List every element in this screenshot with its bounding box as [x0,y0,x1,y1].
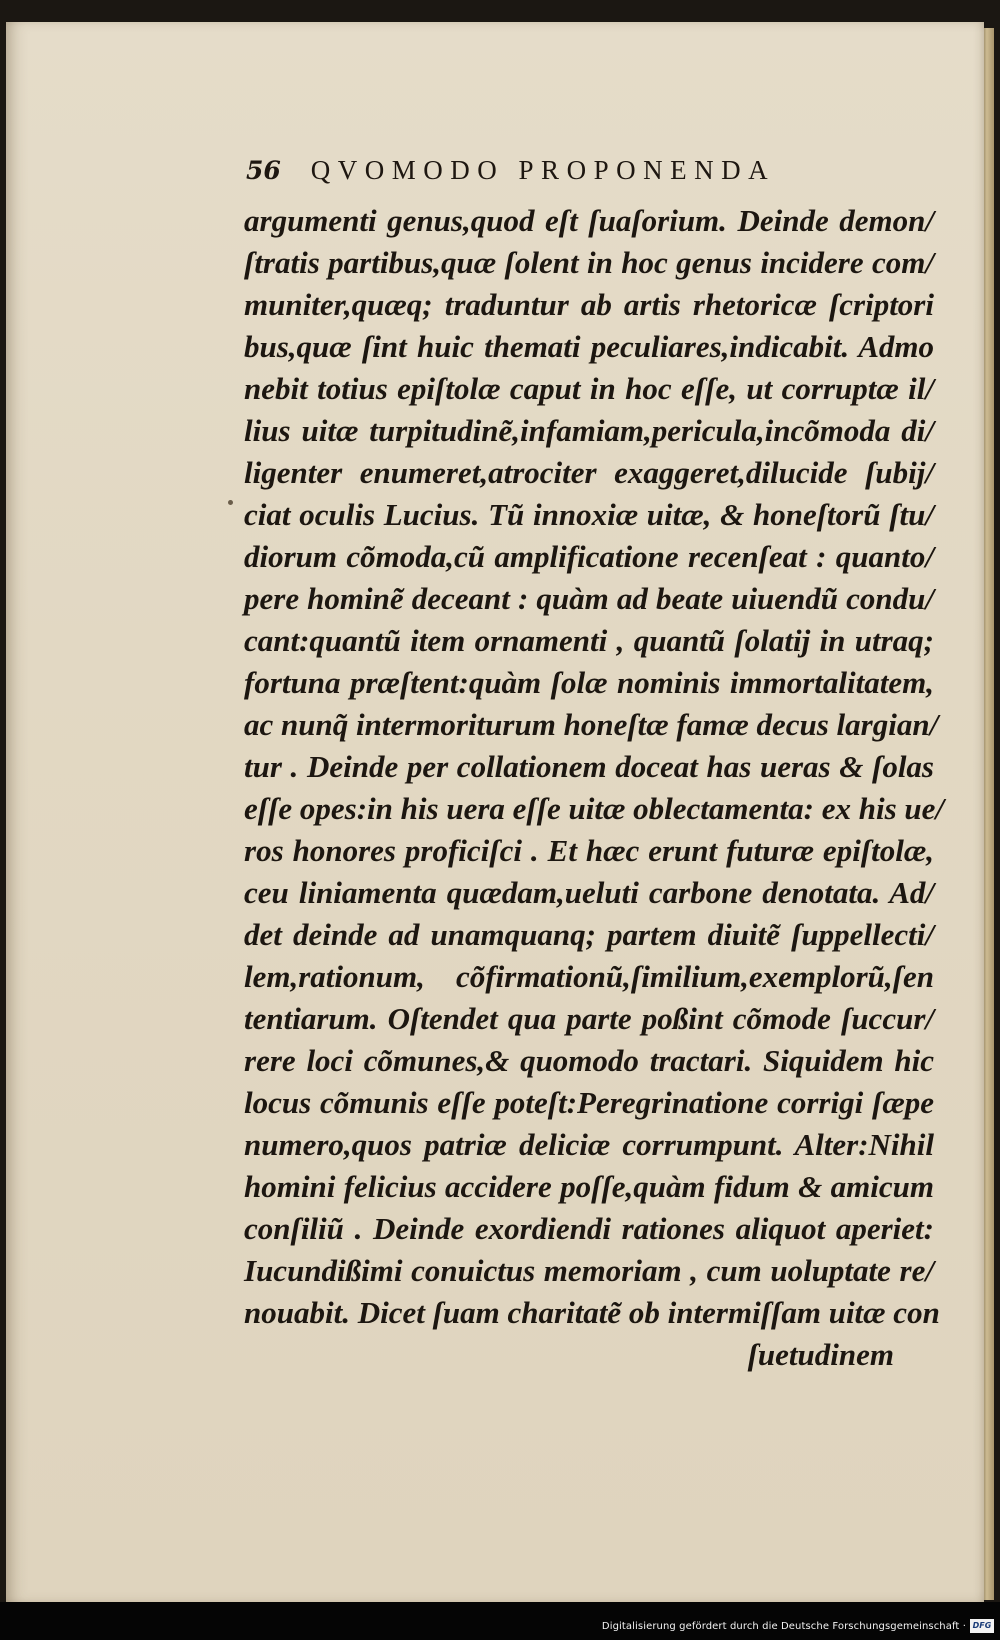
text-line: ſtratis partibus,quæ ſolent in hoc genus incidere com/ [244,245,934,280]
text-line: ciat oculis Lucius. Tũ innoxiæ uitæ, & honeſtorũ ſtu/ [244,497,934,532]
text-line: ceu liniamenta quædam,ueluti carbone denotata. Ad/ [244,875,934,910]
text-line: bus,quæ ſint huic themati peculiares,indicabit. Admo [244,329,934,364]
text-line: conſiliũ . Deinde exordiendi rationes aliquot aperiet: [244,1211,934,1246]
funding-notice: Digitalisierung gefördert durch die Deutsche Forschungsgemeinschaft · [601,1621,966,1632]
text-line: lius uitæ turpitudinẽ,infamiam,pericula,incõmoda di/ [244,413,934,448]
text-line: muniter,quæq; traduntur ab artis rhetoricæ ſcriptori [244,287,934,322]
text-block [244,200,944,1376]
running-title: QVOMODO PROPONENDA [310,155,776,185]
text-line: diorum cõmoda,cũ amplificatione recenſeat : quanto/ [244,539,934,574]
text-line: ac nunq̃ intermoriturum honeſtæ famæ decus largian/ [244,707,939,742]
page-speck [228,500,233,505]
text-line: argumenti genus,quod eſt ſuaſorium. Deinde demon/ [244,203,934,238]
text-line: fortuna præſtent:quàm ſolæ nominis immortalitatem, [244,665,934,700]
text-line: numero,quos patriæ deliciæ corrumpunt. Alter:Nihil [244,1127,934,1162]
running-head [246,155,775,195]
text-line: ligenter enumeret,atrociter exaggeret,dilucide ſubij/ [244,455,934,490]
text-line: cant:quantũ item ornamenti , quantũ ſolatij in utraq; [244,623,934,658]
dfg-logo: DFG [970,1619,994,1633]
text-line: nebit totius epiſtolæ caput in hoc eſſe, ut corruptæ il/ [244,371,934,406]
text-line: nouabit. Dicet ſuam charitatẽ ob intermiſſam uitæ con [244,1295,940,1330]
text-line: det deinde ad unamquanq; partem diuitẽ ſuppellecti/ [244,917,934,952]
text-line: tur . Deinde per collationem doceat has ueras & ſolas [244,749,934,784]
page-number: 56 [246,156,281,185]
text-line: ros honores proficiſci . Et hæc erunt futuræ epiſtolæ, [244,833,934,868]
text-line: eſſe opes:in his uera eſſe uitæ oblectamenta: ex his ue/ [244,791,944,826]
text-line: locus cõmunis eſſe poteſt:Peregrinatione corrigi ſæpe [244,1085,934,1120]
catchword: ſuetudinem [747,1337,894,1372]
text-line: tentiarum. Oſtendet qua parte poßint cõmode ſuccur/ [244,1001,934,1036]
text-line: Iucundißimi conuictus memoriam , cum uoluptate re/ [244,1253,934,1288]
text-line: pere hominẽ deceant : quàm ad beate uiuendũ condu/ [244,581,934,616]
text-line: lem,rationum, cõfirmationũ,ſimilium,exemplorũ,ſen [244,959,934,994]
text-line: rere loci cõmunes,& quomodo tractari. Siquidem hic [244,1043,934,1078]
text-line: homini felicius accidere poſſe,quàm fidum & amicum [244,1169,934,1204]
